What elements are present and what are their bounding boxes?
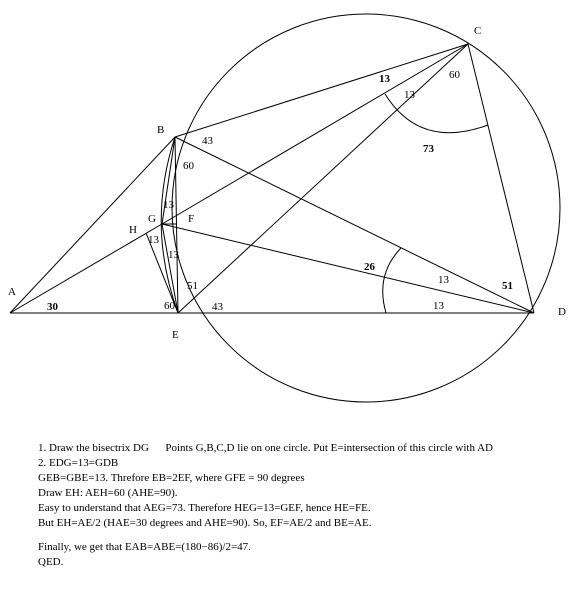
segment-bd	[175, 137, 534, 313]
proof-line-1: 1. Draw the bisectrix DG Points G,B,C,D lie on one circle. Put E=intersection of this circle with AD	[38, 442, 493, 454]
label-point-d: D	[558, 306, 566, 318]
proof-text	[38, 441, 568, 570]
angle-label-c-inner: 13	[404, 89, 415, 101]
proof-line-7: Finally, we get that EAB=ABE=(180−86)/2=47.	[38, 541, 251, 553]
proof-line-4: Draw EH: AEH=60 (AHE=90).	[38, 487, 178, 499]
angle-label-d-mid: 26	[364, 261, 375, 273]
angle-label-c-big: 73	[423, 143, 434, 155]
proof-line-5: Easy to understand that AEG=73. Therefore HEG=13=GEF, hence HE=FE.	[38, 502, 371, 514]
angle-label-a: 30	[47, 301, 58, 313]
segment-ag	[10, 224, 162, 313]
label-point-e: E	[172, 329, 179, 341]
label-point-c: C	[474, 25, 482, 37]
proof-spacer	[38, 531, 568, 540]
angle-label-d-lower: 13	[433, 300, 444, 312]
angle-arc-c	[385, 94, 488, 133]
segment-bc	[175, 44, 468, 137]
proof-line-6: But EH=AE/2 (HAE=30 degrees and AHE=90). So, EF=AE/2 and BE=AE.	[38, 517, 372, 529]
angle-label-g-upper: 13	[163, 199, 174, 211]
angle-label-e-up: 51	[187, 280, 198, 292]
angle-label-e-right: 43	[212, 301, 223, 313]
label-point-b: B	[157, 124, 165, 136]
segment-gd	[162, 224, 534, 313]
proof-line-3: GEB=GBE=13. Threfore EB=2EF, where GFE = 90 degrees	[38, 472, 305, 484]
angle-label-c-top: 13	[379, 73, 390, 85]
label-point-f: F	[188, 213, 195, 225]
angle-label-g-right: 13	[168, 249, 179, 261]
angle-label-e-left: 60	[164, 300, 175, 312]
circumcircle	[172, 14, 560, 402]
angle-label-b-down: 60	[183, 160, 194, 172]
angle-label-c-corner: 60	[449, 69, 460, 81]
angle-label-b-right: 43	[202, 135, 213, 147]
segment-cd	[468, 44, 534, 313]
proof-line-8: QED.	[38, 556, 64, 568]
label-point-g: G	[148, 213, 156, 225]
angle-label-d-corner: 51	[502, 280, 513, 292]
proof-line-2: 2. EDG=13=GDB	[38, 457, 119, 469]
label-point-a: A	[8, 286, 16, 298]
segment-ab	[10, 137, 175, 313]
segment-ce	[178, 44, 468, 313]
label-point-h: H	[129, 224, 137, 236]
angle-label-d-upper: 13	[438, 274, 449, 286]
segment-gc	[162, 44, 468, 224]
angle-label-g-lower: 13	[148, 234, 159, 246]
